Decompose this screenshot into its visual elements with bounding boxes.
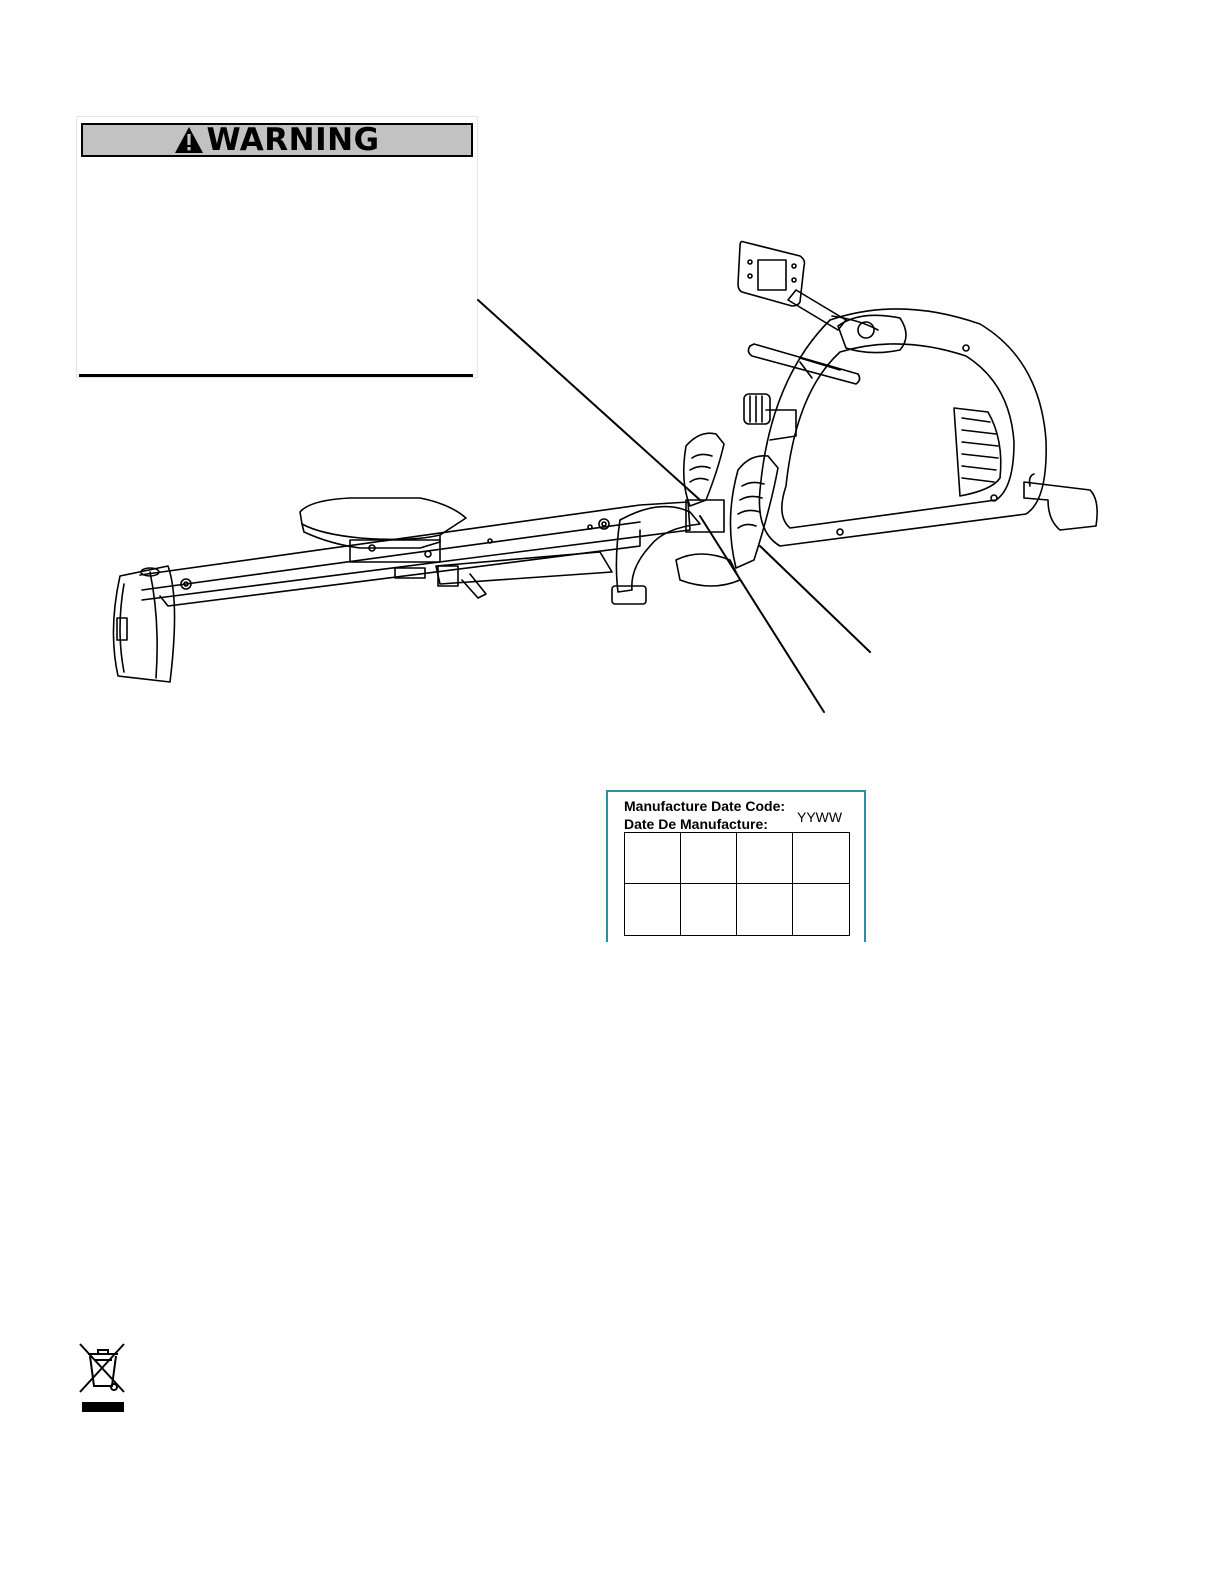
date-code-grid — [624, 832, 850, 936]
date-code-label — [606, 790, 866, 942]
right-footpad — [730, 456, 778, 568]
leader-line-date — [700, 516, 824, 712]
monorail-rail — [140, 502, 690, 600]
resistance-knob — [744, 394, 770, 424]
code-cell — [793, 833, 849, 884]
date-label-french: Date De Manufacture: — [624, 816, 768, 832]
code-cell — [625, 884, 681, 935]
code-cell — [625, 833, 681, 884]
code-cell — [737, 884, 793, 935]
code-cell — [681, 833, 737, 884]
code-cell — [681, 884, 737, 935]
code-cell — [793, 884, 849, 935]
console-monitor — [738, 242, 805, 307]
date-label-english: Manufacture Date Code: — [624, 798, 786, 814]
code-cell — [737, 833, 793, 884]
leader-line-warning — [478, 300, 700, 500]
crossed-out-wheelie-bin-icon — [76, 1340, 130, 1414]
handle-bar — [748, 344, 859, 384]
date-code-format: YYWW — [797, 809, 843, 825]
vent-grille — [954, 408, 1001, 496]
warning-title: WARNING — [206, 121, 380, 158]
